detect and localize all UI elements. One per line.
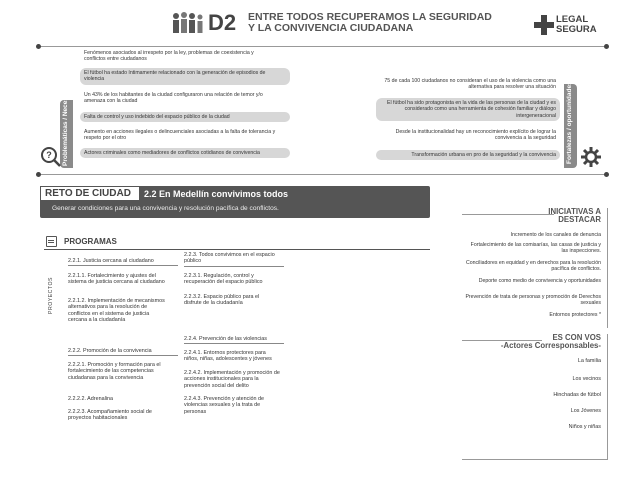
- problematica-item: El fútbol ha estado íntimamente relacionado con la generación de episodios de violencia: [80, 68, 290, 85]
- people-icon: [170, 12, 206, 34]
- divider-dot: [604, 172, 609, 177]
- project-item: 2.2.2.2. Adrenalina: [68, 396, 113, 402]
- fortaleza-item: El fútbol ha sido protagonista en la vida de las personas de la ciudad y es considerado como una herramienta de cohesión familiar y diálogo intergeneracional: [376, 98, 560, 121]
- gear-icon: [580, 146, 602, 168]
- project-item: 2.2.4.3. Prevención y atención de violencias sexuales y la trata de personas: [184, 396, 265, 415]
- problematica-item: Fenómenos asociados al irrespeto por la ley, problemas de coexistencia y conflictos entre ciudadanos: [84, 50, 254, 63]
- iniciativas-title: INICIATIVAS A DESTACAR: [548, 207, 601, 224]
- actor-item: Los vecinos: [572, 376, 601, 382]
- program-heading: 2.2.2. Promoción de la convivencia: [68, 348, 178, 356]
- project-item: 2.2.2.3. Acompañamiento social de proyectos habitacionales: [68, 409, 152, 422]
- iniciativa-item: Entornos protectores *: [549, 312, 601, 318]
- iniciativa-item: Incremento de los canales de denuncia: [510, 232, 601, 238]
- proyectos-label: PROYECTOS: [48, 277, 54, 314]
- actor-item: La familia: [577, 358, 601, 364]
- cross-icon: [534, 15, 554, 35]
- fortaleza-item: 75 de cada 100 ciudadanos no consideran el uso de la violencia como una alternativa para resolver una situación: [384, 78, 556, 91]
- iniciativa-item: Fortalecimiento de las comisarías, las casas de justicia y las inspecciones.: [470, 242, 601, 255]
- project-item: 2.2.1.1. Fortalecimiento y ajustes del sistema de justicia cercana al ciudadano: [68, 273, 165, 286]
- project-item: 2.2.4.1. Entornos protectores para niños, niñas, adolescentes y jóvenes: [184, 350, 272, 363]
- project-item: 2.2.1.2. Implementación de mecanismos alternativos para la resolución de conflictos en el sistema de justicia cercana a la ciudadanía: [68, 298, 165, 324]
- problematica-item: Falta de control y uso indebido del espacio público de la ciudad: [80, 112, 290, 122]
- project-item: 2.2.3.1. Regulación, control y recuperación del espacio público: [184, 273, 263, 286]
- divider-dot: [36, 44, 41, 49]
- header-title: ENTRE TODOS RECUPERAMOS LA SEGURIDAD Y LA CONVIVENCIA CIUDADANA: [248, 11, 492, 34]
- project-item: 2.2.2.1. Promoción y formación para el fortalecimiento de las competencias ciudadanas para la convivencia: [68, 362, 161, 381]
- project-item: 2.2.3.2. Espacio público para el disfrute de la ciudadanía: [184, 294, 260, 307]
- divider-dot: [604, 44, 609, 49]
- fortaleza-item: Desde la institucionalidad hay un reconocimiento explícito de lograr la convivencia a la seguridad: [395, 129, 556, 142]
- programas-title: PROGRAMAS: [64, 237, 117, 246]
- program-heading: 2.2.3. Todos convivimos en el espacio público: [184, 252, 284, 267]
- search-question-icon: [40, 146, 62, 168]
- iniciativa-item: Deporte como medio de convivencia y oportunidades: [478, 278, 601, 284]
- program-heading: 2.2.1. Justicia cercana al ciudadano: [68, 258, 178, 266]
- project-item: 2.2.4.2. Implementación y promoción de acciones institucionales para la prevención social del delito: [184, 370, 280, 389]
- fortaleza-item: Transformación urbana en pro de la seguridad y la convivencia: [376, 150, 560, 160]
- reto-banner: [40, 186, 430, 218]
- actor-item: Niños y niñas: [568, 424, 601, 430]
- actor-item: Los Jóvenes: [570, 408, 601, 414]
- fortalezas-tab: Fortalezas / oportunidades: [564, 84, 577, 168]
- es-con-vos-box: [462, 334, 608, 460]
- problematica-item: Actores criminales como mediadores de conflictos cotidianos de convivencia: [80, 148, 290, 158]
- divider: [38, 46, 608, 47]
- programas-header: [44, 236, 430, 250]
- reto-tag: RETO DE CIUDAD: [45, 188, 131, 199]
- actor-item: Hinchadas de fútbol: [553, 392, 601, 398]
- iniciativa-item: Prevención de trata de personas y promoción de Derechos sexuales: [465, 294, 601, 307]
- iniciativa-item: Conciliadores en equidad y en derechos para la resolución pacífica de conflictos.: [466, 260, 601, 273]
- dimension-code: D2: [208, 10, 237, 35]
- problematicas-tab: Problemáticas / Necesidades: [60, 100, 73, 168]
- divider: [38, 174, 608, 175]
- problematica-item: Un 43% de los habitantes de la ciudad configuraron una relación de temor y/o amenaza con la ciudad: [84, 92, 263, 105]
- clipboard-icon: [46, 236, 57, 247]
- program-heading: 2.2.4. Prevención de las violencias: [184, 336, 284, 344]
- iniciativas-box: [462, 208, 608, 328]
- reto-description: Generar condiciones para una convivencia y resolución pacífica de conflictos.: [52, 205, 279, 212]
- header: [168, 8, 608, 42]
- legal-segura-logo: LEGAL SEGURA: [534, 14, 614, 40]
- svg-text:?: ?: [46, 150, 52, 160]
- es-con-vos-title: ES CON VOS -Actores Corresponsables-: [500, 333, 601, 350]
- problematica-item: Aumento en acciones ilegales o delincuenciales asociadas a la falta de tolerancia y respeto por el otro: [84, 129, 276, 142]
- reto-subtitle: 2.2 En Medellín convivimos todos: [144, 189, 289, 199]
- divider-dot: [36, 172, 41, 177]
